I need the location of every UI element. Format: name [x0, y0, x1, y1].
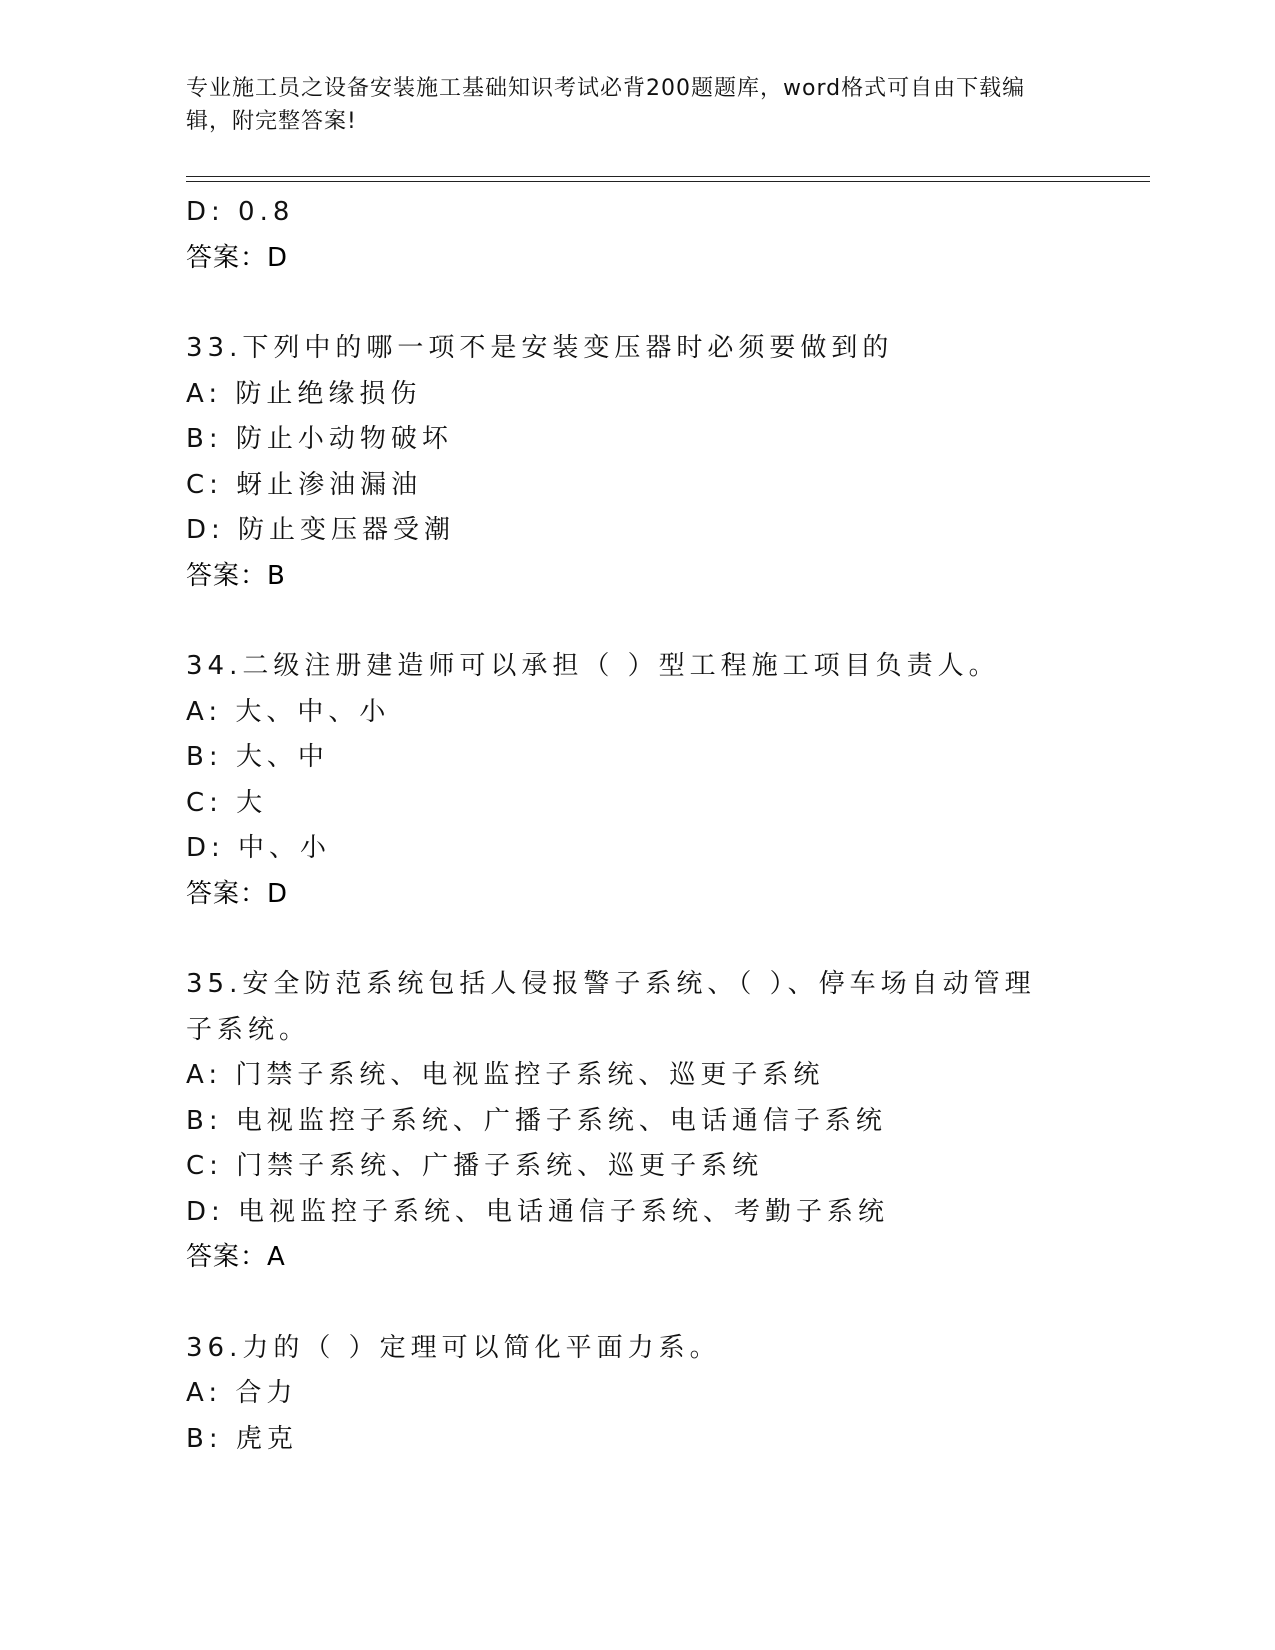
question-text: 36.力的（ ）定理可以简化平面力系。 [186, 1332, 721, 1363]
question-text: 33.下列中的哪一项不是安装变压器时必须要做到的 [186, 333, 894, 363]
option-b: B: 电视监控子系统、广播子系统、电话通信子系统 [186, 1105, 887, 1136]
option-c: C: 大 [186, 787, 268, 818]
option-c: C: 门禁子系统、广播子系统、巡更子系统 [186, 1151, 764, 1181]
option-a: A: 大、中、小 [186, 696, 391, 727]
answer-line: 答案：D [186, 878, 289, 909]
option-a: A: 门禁子系统、电视监控子系统、巡更子系统 [186, 1060, 825, 1090]
option-a: A: 合力 [186, 1378, 298, 1408]
question-block-prev [186, 190, 1126, 281]
option-c: C: 蚜止渗油漏油 [186, 469, 423, 500]
document-header: 专业施工员之设备安装施工基础知识考试必背200题题库，word格式可自由下载编辑，附完整答案! [186, 76, 1026, 134]
answer-line: 答案：A [186, 1242, 286, 1272]
header-divider-top [186, 176, 1150, 177]
option-d: D: 防止变压器受潮 [186, 515, 456, 545]
option-d: D: 中、小 [186, 833, 332, 863]
answer-line: 答案：B [186, 560, 286, 591]
question-block-33 [186, 326, 1126, 599]
question-block-36 [186, 1326, 1126, 1463]
option-b: B: 虎克 [186, 1423, 298, 1454]
answer-line: 答案：D [186, 242, 289, 273]
question-text: 35.安全防范系统包括人侵报警子系统、（ ）、停车场自动管理子系统。 [186, 969, 1036, 1045]
option-b: B: 防止小动物破坏 [186, 424, 453, 454]
question-list [186, 190, 1126, 1462]
option-a: A: 防止绝缘损伤 [186, 378, 422, 409]
header-divider-bottom [186, 181, 1150, 182]
option-d: D: 0.8 [186, 197, 295, 227]
question-text: 34.二级注册建造师可以承担（ ）型工程施工项目负责人。 [186, 651, 1000, 681]
question-block-34 [186, 644, 1126, 917]
option-b: B: 大、中 [186, 742, 329, 772]
question-block-35 [186, 962, 1126, 1281]
option-d: D: 电视监控子系统、电话通信子系统、考勤子系统 [186, 1196, 890, 1227]
